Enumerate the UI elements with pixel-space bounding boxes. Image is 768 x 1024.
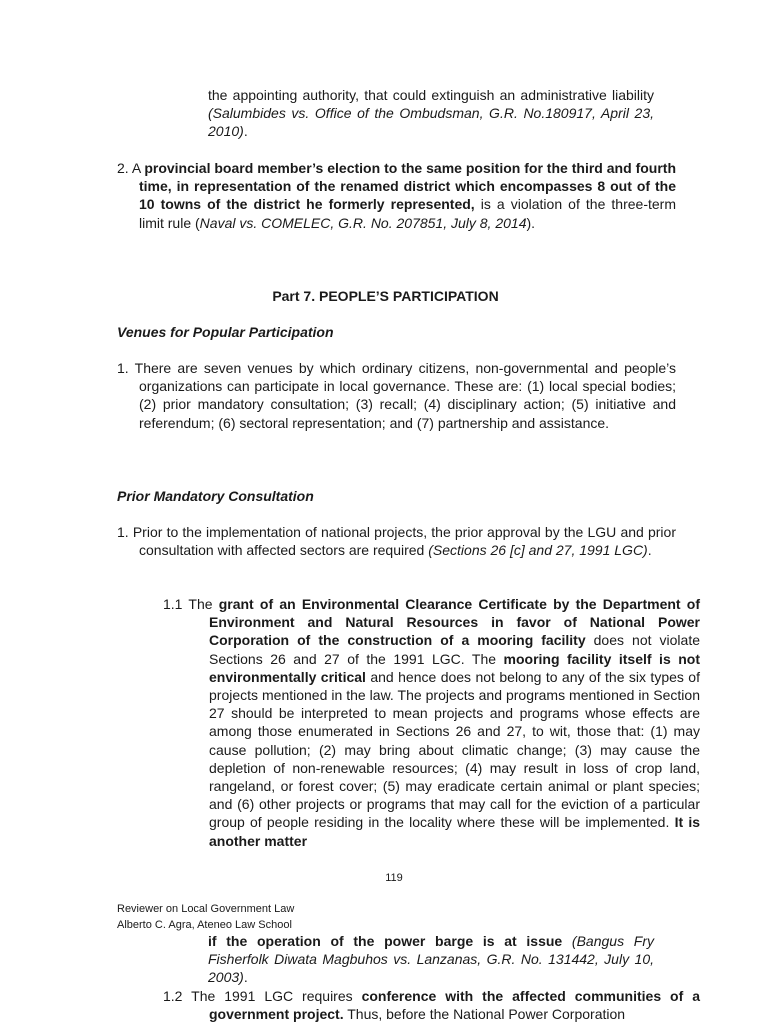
- subitem-1-1-citation: (Bangus Fry Fisherfolk Diwata Magbuhos vs. Lanzanas, G.R. No. 131442, July 10, 2003): [208, 933, 654, 986]
- list-item-2-bold: provincial board member’s election to the same position for the third and fourth time, in representation of the renamed district which encompasses 8 out of the 10 towns of the district he formerly represented,: [139, 160, 676, 213]
- prior-item-1: 1. Prior to the implementation of national projects, the prior approval by the LGU and prior consultation with affected sectors are required (Sections 26 [c] and 27, 1991 LGC).: [117, 524, 676, 559]
- continuation-paragraph: the appointing authority, that could extinguish an administrative liability (Salumbides vs. Office of the Ombudsman, G.R. No.180917, April 23, 2010).: [208, 87, 654, 140]
- page-number: 119: [385, 872, 403, 884]
- subitem-1-2: 1.2 The 1991 LGC requires conference with the affected communities of a government project. Thus, before the National Power Corporation: [163, 988, 701, 1023]
- prior-item-1-citation: (Sections 26 [c] and 27, 1991 LGC): [428, 542, 648, 559]
- footer-line-1: Reviewer on Local Government Law: [117, 903, 295, 915]
- subitem-1-1: 1.1 The grant of an Environmental Clearance Certificate by the Department of Environment and Natural Resources in favor of National Power Corporation of the construction of a mooring facility does not violate Sections 26 and 27 of the 1991 LGC. The mooring facility itself is not environmentally critical and hence does not belong to any of the six types of projects mentioned in the law. The projects and programs mentioned in Section 27 should be interpreted to mean projects and programs whose effects are among those enumerated in Sections 26 and 27, to wit, those that: (1) may cause pollution; (2) may bring about climatic change; (3) may cause the depletion of non-renewable resources; (4) may result in loss of crop land, rangeland, or forest cover; (5) may eradicate certain animal or plant species; and (6) other projects or programs that may call for the eviction of a particular group of people residing in the locality where these will be implemented. It is another matter: [163, 596, 700, 849]
- continuation-citation: (Salumbides vs. Office of the Ombudsman, G.R. No.180917, April 23, 2010): [208, 105, 654, 140]
- venues-heading: Venues for Popular Participation: [117, 324, 334, 340]
- list-item-2: 2. A provincial board member’s election to the same position for the third and fourth time, in representation of the renamed district which encompasses 8 out of the 10 towns of the district he formerly represented, is a violation of the three-term limit rule (Naval vs. COMELEC, G.R. No. 207851, July 8, 2014).: [117, 160, 676, 231]
- subitem-1-2-number: 1.2 The 1991 LGC requires: [163, 988, 362, 1004]
- part-title: Part 7. PEOPLE’S PARTICIPATION: [272, 288, 499, 304]
- list-item-2-citation: Naval vs. COMELEC, G.R. No. 207851, July 8, 2014: [199, 214, 527, 231]
- footer: [117, 902, 294, 933]
- venues-item-1: 1. There are seven venues by which ordinary citizens, non-governmental and people’s organizations can participate in local governance. These are: (1) local special bodies; (2) prior mandatory consultation; (3) recall; (4) disciplinary action; (5) initiative and referendum; (6) sectoral representation; and (7) partnership and assistance.: [117, 360, 676, 431]
- prior-consultation-heading: Prior Mandatory Consultation: [117, 488, 314, 504]
- footer-line-2: Alberto C. Agra, Ateneo Law School: [117, 918, 292, 931]
- list-item-2-number: 2. A: [117, 160, 145, 176]
- subitem-1-1-continuation: if the operation of the power barge is at issue (Bangus Fry Fisherfolk Diwata Magbuhos vs. Lanzanas, G.R. No. 131442, July 10, 2003).: [208, 933, 654, 986]
- subitem-1-1-number: 1.1 The: [163, 596, 219, 612]
- continuation-text: the appointing authority, that could extinguish an administrative liability: [208, 87, 654, 103]
